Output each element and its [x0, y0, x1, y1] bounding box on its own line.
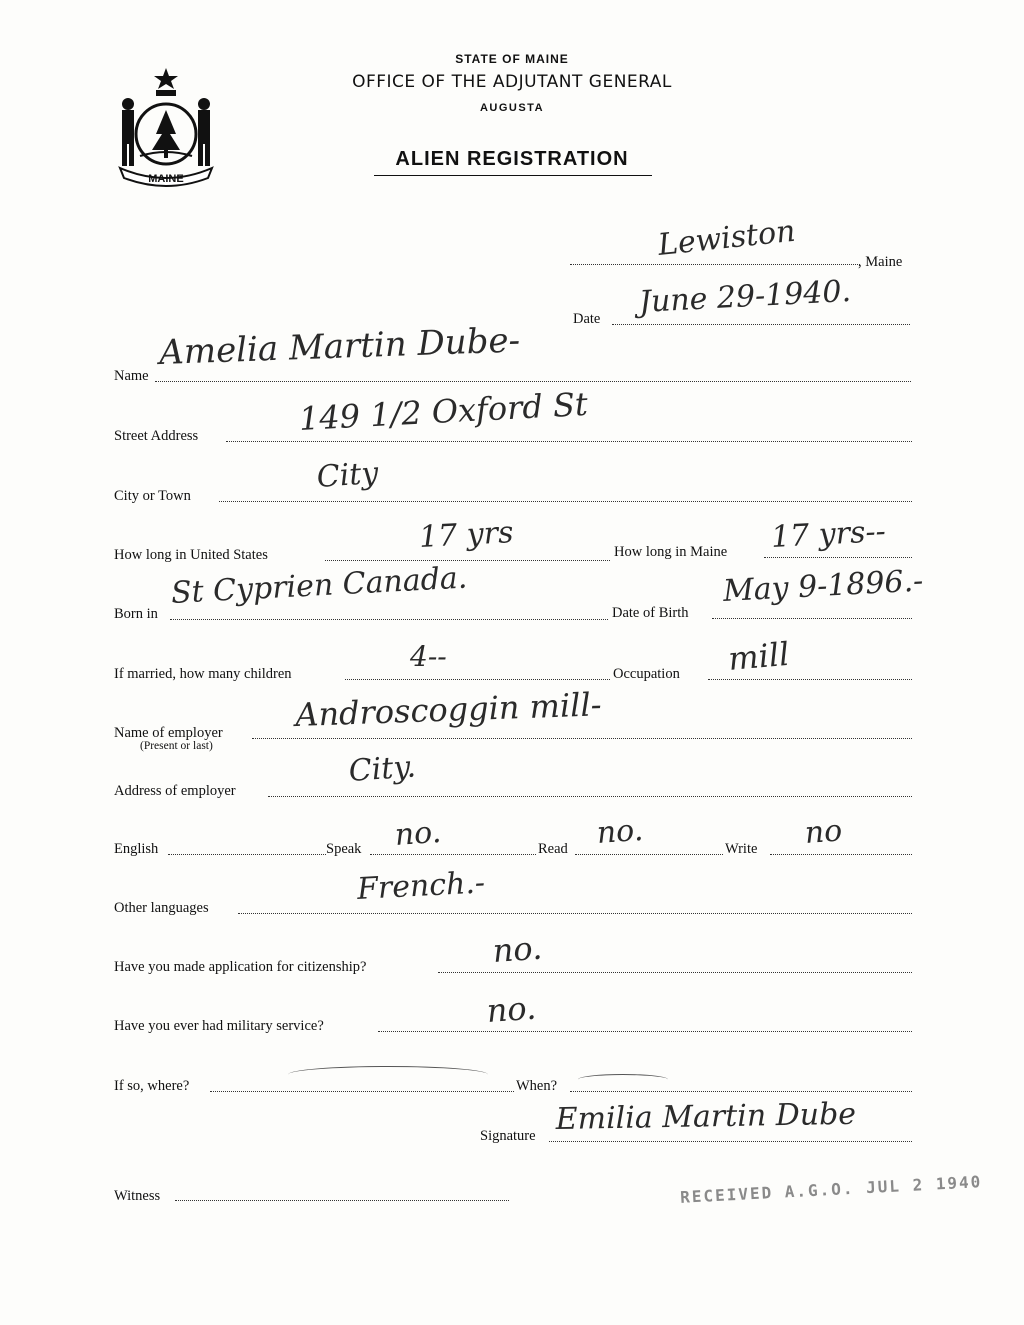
header-office: OFFICE OF THE ADJUTANT GENERAL — [352, 72, 672, 92]
received-stamp: RECEIVED A.G.O. JUL 2 1940 — [679, 1172, 983, 1207]
citizenship-value: no. — [491, 928, 544, 970]
where-line — [210, 1091, 514, 1092]
born-value: St Cyprien Canada. — [170, 560, 469, 611]
read-label: Read — [538, 841, 568, 857]
speak-value: no. — [393, 814, 443, 853]
employer-line — [252, 738, 912, 739]
us-value: 17 yrs — [418, 515, 515, 555]
other-lang-value: French.- — [356, 865, 486, 907]
seal-text: MAINE — [148, 173, 184, 185]
dob-value: May 9-1896.- — [722, 563, 925, 609]
signature-line — [549, 1141, 912, 1142]
maine-label: , Maine — [858, 254, 903, 270]
occupation-value: mill — [726, 634, 791, 678]
employer-addr-value: City. — [347, 749, 417, 789]
street-line — [226, 441, 912, 442]
signature-label: Signature — [480, 1128, 536, 1144]
witness-label: Witness — [114, 1188, 161, 1204]
military-value: no. — [485, 988, 538, 1030]
title-underline — [374, 175, 652, 176]
header-state: STATE OF MAINE — [455, 52, 569, 66]
employer-value: Androscoggin mill- — [294, 685, 603, 734]
write-line — [770, 854, 912, 855]
born-line — [170, 619, 608, 620]
employer-addr-line — [268, 796, 912, 797]
name-value: Amelia Martin Dube- — [158, 320, 521, 373]
witness-line — [175, 1200, 509, 1201]
children-label: If married, how many children — [114, 666, 292, 682]
employer-label: Name of employer — [114, 725, 223, 741]
street-value: 149 1/2 Oxford St — [298, 384, 589, 438]
when-stroke — [578, 1074, 668, 1085]
maine-time-line — [764, 557, 912, 558]
write-value: no — [803, 813, 844, 851]
name-line — [155, 381, 911, 382]
name-label: Name — [114, 368, 149, 384]
english-line — [168, 854, 326, 855]
military-line — [378, 1031, 912, 1032]
date-value: June 29-1940. — [638, 273, 852, 320]
children-value: 4-- — [410, 640, 447, 673]
born-label: Born in — [114, 606, 158, 622]
us-line — [325, 560, 610, 561]
city-value: City — [315, 455, 380, 495]
town-line — [570, 264, 860, 265]
city-label: City or Town — [114, 488, 191, 504]
employer-note: (Present or last) — [140, 740, 213, 752]
date-line — [612, 324, 910, 325]
maine-time-value: 17 yrs-- — [770, 514, 887, 555]
children-line — [345, 679, 610, 680]
citizenship-line — [438, 972, 912, 973]
city-line — [219, 501, 912, 502]
maine-time-label: How long in Maine — [614, 544, 728, 560]
military-label: Have you ever had military service? — [114, 1018, 324, 1034]
when-label: When? — [516, 1078, 558, 1094]
where-stroke — [288, 1066, 488, 1083]
english-label: English — [114, 841, 159, 857]
employer-addr-label: Address of employer — [114, 783, 236, 799]
occupation-label: Occupation — [613, 666, 680, 682]
speak-line — [370, 854, 536, 855]
date-label: Date — [573, 311, 601, 327]
where-label: If so, where? — [114, 1078, 190, 1094]
street-label: Street Address — [114, 428, 199, 444]
occupation-line — [708, 679, 912, 680]
us-label: How long in United States — [114, 547, 268, 563]
citizenship-label: Have you made application for citizenship? — [114, 959, 367, 975]
dob-line — [712, 618, 912, 619]
signature-value: Emilia Martin Dube — [555, 1096, 857, 1137]
other-lang-line — [238, 913, 912, 914]
write-label: Write — [725, 841, 758, 857]
header-city: AUGUSTA — [479, 102, 545, 114]
read-line — [575, 854, 723, 855]
read-value: no. — [595, 812, 645, 851]
when-line — [570, 1091, 912, 1092]
dob-label: Date of Birth — [612, 605, 689, 621]
other-lang-label: Other languages — [114, 900, 209, 916]
speak-label: Speak — [326, 841, 362, 857]
form-title: ALIEN REGISTRATION — [395, 148, 629, 170]
town-value: Lewiston — [656, 213, 798, 263]
